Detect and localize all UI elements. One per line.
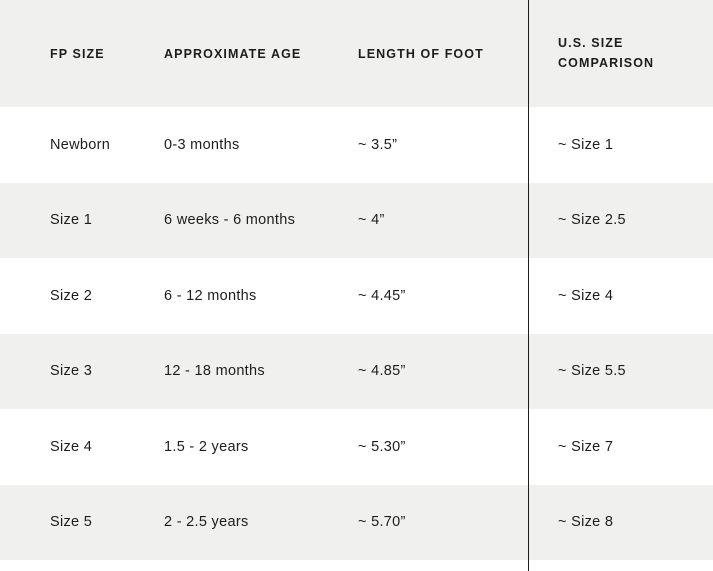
- cell-fp-size: Newborn: [0, 107, 114, 183]
- table-row: [0, 409, 713, 485]
- cell-us-size: ~ Size 7: [528, 409, 713, 485]
- cell-us-size: ~ Size 4: [528, 258, 713, 334]
- column-header-approximate-age-label: APPROXIMATE AGE: [164, 46, 302, 61]
- cell-fp-size: Size 1: [0, 183, 114, 259]
- cell-approximate-age: 1.5 - 2 years: [114, 409, 308, 485]
- cell-length-of-foot: ~ 4”: [308, 183, 528, 259]
- cell-approximate-age: 6 - 12 months: [114, 258, 308, 334]
- cell-length-of-foot: ~ 5.30”: [308, 409, 528, 485]
- table-header: [0, 0, 713, 107]
- column-header-length-of-foot: [308, 0, 528, 107]
- cell-length-of-foot: ~ 5.70”: [308, 485, 528, 561]
- cell-fp-size: Size 4: [0, 409, 114, 485]
- column-header-length-of-foot-label: LENGTH OF FOOT: [358, 46, 484, 61]
- cell-fp-size: Size 3: [0, 334, 114, 410]
- table-row: [0, 183, 713, 259]
- cell-us-size: ~ Size 5.5: [528, 334, 713, 410]
- column-header-fp-size: [0, 0, 114, 107]
- column-header-fp-size-label: FP SIZE: [50, 46, 105, 61]
- cell-approximate-age: 2 - 2.5 years: [114, 485, 308, 561]
- table-header-row: [0, 0, 713, 107]
- cell-length-of-foot: ~ 4.85”: [308, 334, 528, 410]
- column-header-us-size-comparison-label: U.S. SIZE COMPARISON: [558, 36, 655, 70]
- table-row: [0, 334, 713, 410]
- table-body: [0, 107, 713, 560]
- cell-us-size: ~ Size 8: [528, 485, 713, 561]
- cell-fp-size: Size 2: [0, 258, 114, 334]
- cell-us-size: ~ Size 1: [528, 107, 713, 183]
- cell-length-of-foot: ~ 4.45”: [308, 258, 528, 334]
- table-row: [0, 258, 713, 334]
- cell-us-size: ~ Size 2.5: [528, 183, 713, 259]
- table-row: [0, 107, 713, 183]
- column-header-us-size-comparison: [528, 0, 713, 107]
- cell-fp-size: Size 5: [0, 485, 114, 561]
- cell-approximate-age: 0-3 months: [114, 107, 308, 183]
- table-row: [0, 485, 713, 561]
- cell-approximate-age: 6 weeks - 6 months: [114, 183, 308, 259]
- cell-approximate-age: 12 - 18 months: [114, 334, 308, 410]
- cell-length-of-foot: ~ 3.5”: [308, 107, 528, 183]
- column-header-approximate-age: [114, 0, 308, 107]
